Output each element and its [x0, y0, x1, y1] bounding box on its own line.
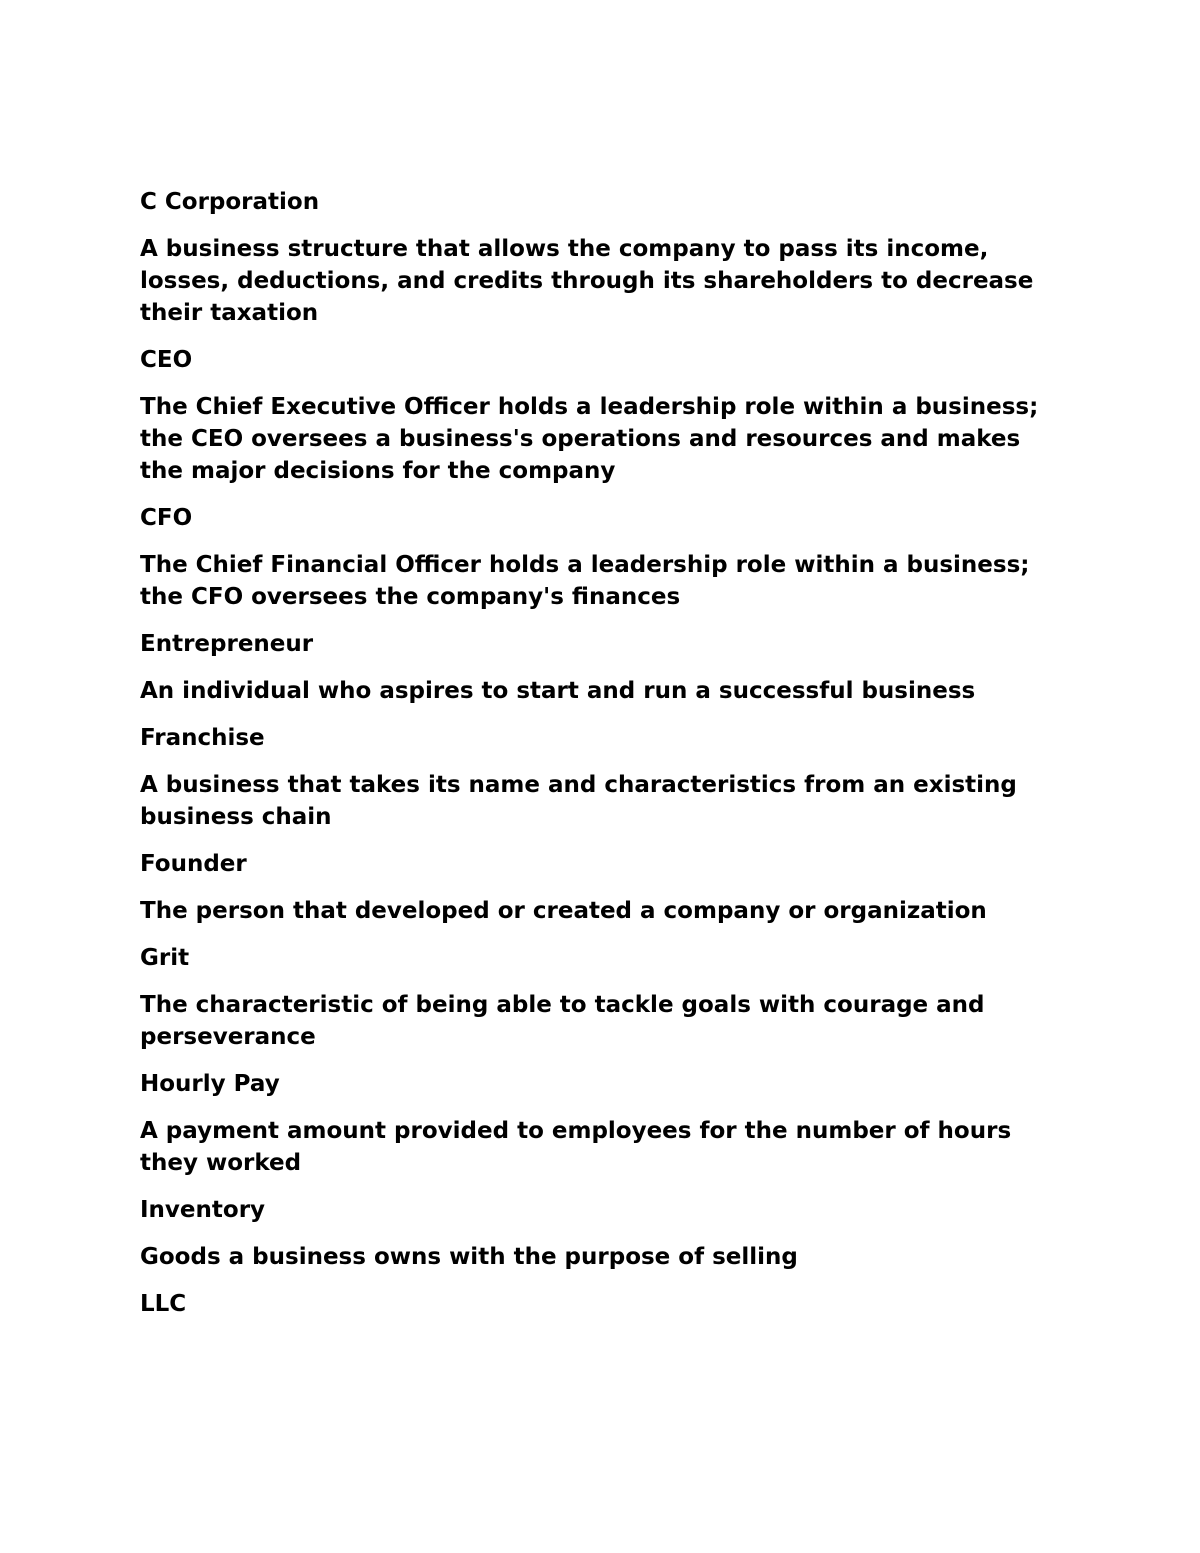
glossary-entry	[140, 942, 1070, 1053]
glossary-entry	[140, 502, 1070, 613]
definition: Goods a business owns with the purpose of selling	[140, 1244, 798, 1270]
definition: The Chief Financial Officer holds a leadership role within a business; the CFO oversees the company's finances	[140, 552, 1030, 610]
definition: A payment amount provided to employees for the number of hours they worked	[140, 1118, 1012, 1176]
definition: An individual who aspires to start and run a successful business	[140, 678, 976, 704]
glossary-entry	[140, 848, 1070, 927]
term: LLC	[140, 1291, 187, 1317]
glossary	[140, 186, 1070, 1335]
term: Hourly Pay	[140, 1071, 280, 1097]
glossary-entry	[140, 344, 1070, 487]
term: Grit	[140, 945, 190, 971]
glossary-entry	[140, 722, 1070, 833]
glossary-entry	[140, 186, 1070, 329]
glossary-entry	[140, 1194, 1070, 1273]
term: C Corporation	[140, 189, 320, 215]
term: Franchise	[140, 725, 265, 751]
term: CEO	[140, 347, 193, 373]
term: CFO	[140, 505, 193, 531]
glossary-entry	[140, 1288, 1070, 1320]
term: Inventory	[140, 1197, 266, 1223]
glossary-entry	[140, 628, 1070, 707]
definition: The person that developed or created a company or organization	[140, 898, 987, 924]
definition: The characteristic of being able to tackle goals with courage and perseverance	[140, 992, 985, 1050]
definition: A business structure that allows the company to pass its income, losses, deductions, and credits through its shareholders to decrease their taxation	[140, 236, 1034, 326]
definition: A business that takes its name and characteristics from an existing business chain	[140, 772, 1017, 830]
definition: The Chief Executive Officer holds a leadership role within a business; the CEO oversees a business's operations and resources and makes the major decisions for the company	[140, 394, 1039, 484]
term: Founder	[140, 851, 247, 877]
glossary-entry	[140, 1068, 1070, 1179]
term: Entrepreneur	[140, 631, 314, 657]
